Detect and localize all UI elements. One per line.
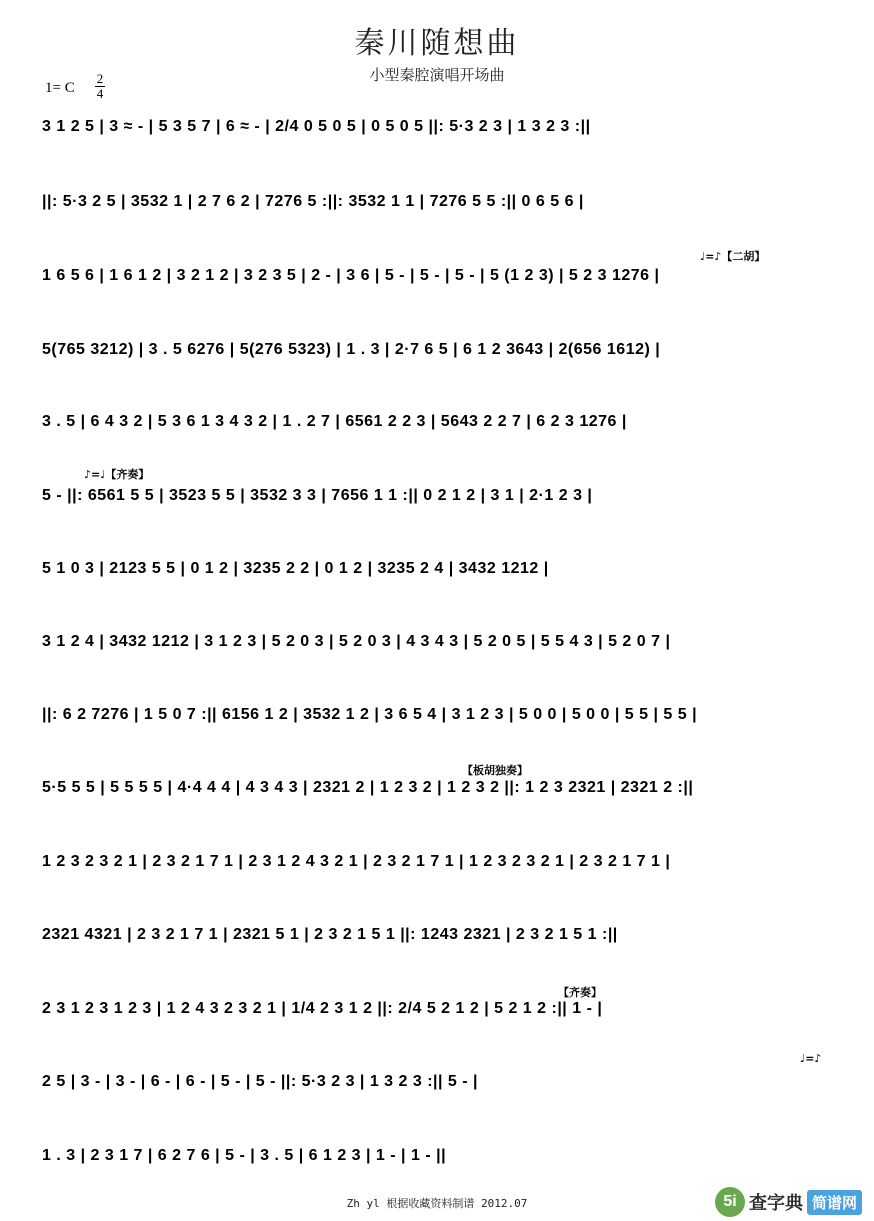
staff-row <box>42 1068 842 1096</box>
staff-row <box>42 774 842 802</box>
annotation-tutti-2: 【齐奏】 <box>558 986 602 999</box>
staff-row <box>42 336 842 364</box>
score-line: 5 - ||: 6561 5 5 | 3523 5 5 | 3532 3 3 | 7656 1 1 :|| 0 2 1 2 | 3 1 | 2·1 2 3 | <box>42 487 593 504</box>
staff-row <box>42 188 842 216</box>
annotation-erhu: ♩=♪【二胡】 <box>700 250 766 263</box>
score-line: 2 5 | 3 - | 3 - | 6 - | 6 - | 5 - | 5 - ||: 5·3 2 3 | 1 3 2 3 :|| 5 - | <box>42 1073 479 1090</box>
staff-row <box>42 408 842 436</box>
staff-row <box>42 701 842 729</box>
score-line: 5 1 0 3 | 2123 5 5 | 0 1 2 | 3235 2 2 | 0 1 2 | 3235 2 4 | 3432 1212 | <box>42 560 549 577</box>
score-line: ||: 5·3 2 5 | 3532 1 | 2 7 6 2 | 7276 5 :||: 3532 1 1 | 7276 5 5 :|| 0 6 5 6 | <box>42 193 584 210</box>
score-line: ||: 6 2 7276 | 1 5 0 7 :|| 6156 1 2 | 3532 1 2 | 3 6 5 4 | 3 1 2 3 | 5 0 0 | 5 0 0 | 5 5 | 5 5 | <box>42 706 698 723</box>
annotation-banhu: 【板胡独奏】 <box>462 764 528 777</box>
score-line: 1 2 3 2 3 2 1 | 2 3 2 1 7 1 | 2 3 1 2 4 3 2 1 | 2 3 2 1 7 1 | 1 2 3 2 3 2 1 | 2 3 2 1 7 1 | <box>42 853 671 870</box>
score-line: 1 6 5 6 | 1 6 1 2 | 3 2 1 2 | 3 2 3 5 | 2 - | 3 6 | 5 - | 5 - | 5 - | 5 (1 2 3) | 5 2 3 1276 | <box>42 267 660 284</box>
score-line: 3 1 2 5 | 3 ≈ - | 5 3 5 7 | 6 ≈ - | 2/4 0 5 0 5 | 0 5 0 5 ||: 5·3 2 3 | 1 3 2 3 :|| <box>42 118 591 135</box>
staff-row <box>42 113 842 141</box>
site-logo[interactable] <box>715 1186 862 1218</box>
annotation-tutti: ♪=♩【齐奏】 <box>84 468 150 481</box>
score-line: 5·5 5 5 | 5 5 5 5 | 4·4 4 4 | 4 3 4 3 | 2321 2 | 1 2 3 2 | 1 2 3 2 ||: 1 2 3 2321 | 2321 2 :|| <box>42 779 694 796</box>
time-numerator: 2 <box>96 71 104 86</box>
score-line: 3 1 2 4 | 3432 1212 | 3 1 2 3 | 5 2 0 3 | 5 2 0 3 | 4 3 4 3 | 5 2 0 5 | 5 5 4 3 | 5 2 0 7 | <box>42 633 671 650</box>
footer-credit: Zh yl 根据收藏资料制谱 2012.07 <box>346 1197 528 1210</box>
time-signature <box>94 72 106 101</box>
score-subtitle: 小型秦腔演唱开场曲 <box>369 66 505 84</box>
staff-row <box>42 995 842 1023</box>
score-line: 3 . 5 | 6 4 3 2 | 5 3 6 1 3 4 3 2 | 1 . 2 7 | 6561 2 2 3 | 5643 2 2 7 | 6 2 3 1276 | <box>42 413 627 430</box>
score-line: 5(765 3212) | 3 . 5 6276 | 5(276 5323) | 1 . 3 | 2·7 6 5 | 6 1 2 3643 | 2(656 1612) | <box>42 341 661 358</box>
staff-row <box>42 555 842 583</box>
score-title: 秦川随想曲 <box>354 26 520 61</box>
staff-row <box>42 482 842 510</box>
time-denominator: 4 <box>96 86 104 101</box>
annotation-tempo-end: ♩=♪ <box>800 1052 822 1065</box>
logo-brand: 查字典 <box>748 1193 803 1214</box>
logo-site: 简谱网 <box>807 1190 862 1215</box>
score-line: 2321 4321 | 2 3 2 1 7 1 | 2321 5 1 | 2 3 2 1 5 1 ||: 1243 2321 | 2 3 2 1 5 1 :|| <box>42 926 618 943</box>
key-signature: 1= C <box>45 80 75 96</box>
staff-row <box>42 1142 842 1170</box>
staff-row <box>42 628 842 656</box>
score-line: 1 . 3 | 2 3 1 7 | 6 2 7 6 | 5 - | 3 . 5 | 6 1 2 3 | 1 - | 1 - || <box>42 1147 447 1164</box>
score-line: 2 3 1 2 3 1 2 3 | 1 2 4 3 2 3 2 1 | 1/4 2 3 1 2 ||: 2/4 5 2 1 2 | 5 2 1 2 :|| 1 - | <box>42 1000 603 1017</box>
staff-row <box>42 262 842 290</box>
logo-mark-icon: 5i <box>715 1187 745 1217</box>
staff-row <box>42 848 842 876</box>
staff-row <box>42 921 842 949</box>
